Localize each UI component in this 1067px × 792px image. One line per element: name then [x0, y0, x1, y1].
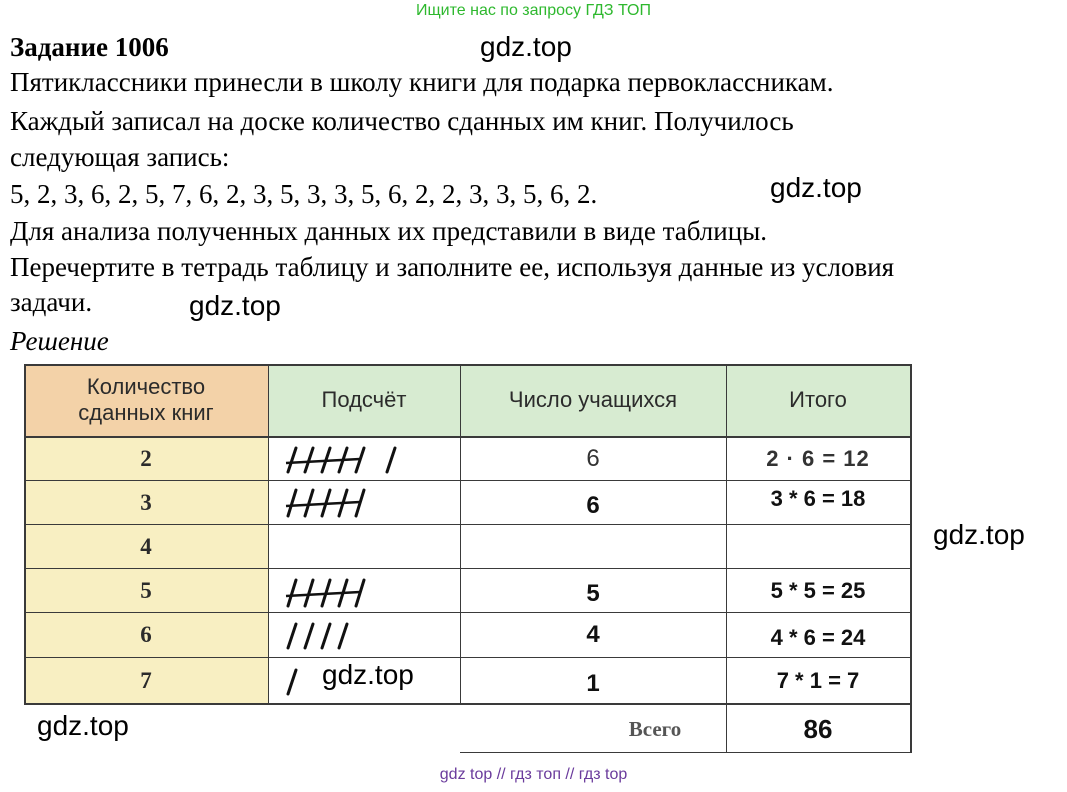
tally-stroke — [288, 624, 296, 648]
header-books — [24, 364, 268, 436]
watermark: gdz.top — [322, 659, 414, 690]
task-text-line: следующая запись: — [10, 142, 230, 172]
total-cell: 3 * 6 = 18 — [770, 486, 866, 511]
grand-total-value: 86 — [803, 713, 833, 744]
books-cell: 7 — [140, 667, 152, 693]
books-cell: 4 — [140, 533, 152, 559]
books-cell: 2 — [140, 446, 152, 471]
task-text-line: задачи. — [10, 287, 93, 317]
solution-label: Решение — [10, 326, 109, 356]
tally-stroke — [288, 580, 296, 606]
tally-marks — [280, 620, 450, 654]
tally-stroke — [305, 448, 313, 472]
books-cell: 6 — [140, 622, 152, 647]
header-total: Итого — [789, 387, 847, 412]
header-books-line1: Количество — [86, 374, 206, 399]
tally-marks — [280, 576, 450, 612]
tally-cross-stroke — [286, 502, 360, 506]
total-cell: 7 * 1 = 7 — [776, 667, 860, 693]
tally-cross-stroke — [286, 459, 360, 463]
students-cell: 6 — [586, 491, 600, 519]
total-cell: 4 * 6 = 24 — [770, 625, 866, 650]
tally-stroke — [339, 624, 347, 648]
total-cell: 2 · 6 = 12 — [766, 446, 870, 471]
books-cell: 3 — [140, 489, 152, 515]
watermark: gdz.top — [933, 519, 1025, 550]
total-cell: 5 * 5 = 25 — [770, 577, 866, 603]
tally-stroke — [305, 624, 313, 648]
header-books-line2: сданных книг — [78, 400, 214, 425]
grand-total-label: Всего — [628, 716, 682, 741]
students-cell: 6 — [586, 445, 600, 472]
frequency-table — [24, 364, 912, 754]
watermark: gdz.top — [189, 290, 281, 321]
tally-stroke — [288, 490, 296, 516]
tally-stroke — [288, 448, 296, 472]
tally-stroke — [288, 670, 296, 694]
tally-stroke — [387, 448, 395, 472]
watermark: gdz.top — [770, 172, 862, 203]
task-text-line: Каждый записал на доске количество сданных им книг. Получилось — [10, 106, 794, 136]
task-title: Задание 1006 — [10, 32, 169, 62]
data-sequence: 5, 2, 3, 6, 2, 5, 7, 6, 2, 3, 5, 3, 3, 5, 6, 2, 2, 3, 3, 5, 6, 2. — [10, 179, 598, 209]
task-text-line: Пятиклассники принесли в школу книги для подарка первоклассникам. — [10, 67, 834, 97]
students-cell: 4 — [586, 621, 600, 648]
watermark: gdz.top — [37, 710, 129, 741]
students-cell: 5 — [586, 580, 600, 607]
students-cell: 1 — [586, 669, 600, 697]
header-tally: Подсчёт — [321, 387, 407, 412]
footer-links: gdz top // гдз топ // гдз top — [439, 766, 628, 783]
header-students: Число учащихся — [508, 387, 678, 412]
total-cell — [726, 525, 910, 568]
task-text-line: Для анализа полученных данных их представили в виде таблицы. — [10, 216, 768, 246]
students-cell — [460, 525, 726, 568]
top-banner: Ищите нас по запросу ГДЗ ТОП — [416, 2, 651, 19]
tally-marks — [280, 486, 450, 522]
tally-marks — [280, 444, 450, 478]
tally-cross-stroke — [286, 592, 360, 596]
tally-stroke — [305, 580, 313, 606]
watermark: gdz.top — [480, 31, 572, 62]
tally-stroke — [322, 624, 330, 648]
tally-stroke — [305, 490, 313, 516]
table-border-right — [910, 364, 912, 753]
books-cell: 5 — [140, 577, 152, 603]
task-text-line: Перечертите в тетрадь таблицу и заполните ее, используя данные из условия — [10, 252, 895, 282]
